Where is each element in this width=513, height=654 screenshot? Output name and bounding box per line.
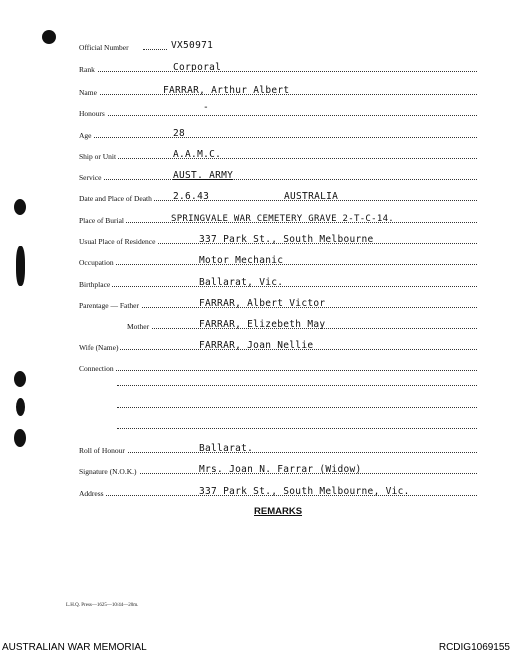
death-label: Date and Place of Death [79, 194, 152, 203]
roll-of-honour-label: Roll of Honour [79, 446, 125, 455]
ship-or-unit-line [79, 158, 477, 159]
roll-of-honour-line [79, 452, 477, 453]
binder-hole-4 [16, 398, 25, 416]
honours-row [79, 104, 477, 118]
official-number-line [143, 49, 167, 50]
archive-footer [0, 642, 513, 654]
name-value: FARRAR, Arthur Albert [163, 85, 290, 96]
burial-value: SPRINGVALE WAR CEMETERY GRAVE 2-T-C-14. [171, 214, 395, 224]
burial-label: Place of Burial [79, 216, 124, 225]
birthplace-label: Birthplace [79, 280, 111, 289]
printer-imprint: L.H.Q. Press—1625—10/44—20m. [66, 603, 139, 608]
ship-or-unit-row [79, 147, 477, 161]
wife-value: FARRAR, Joan Nellie [199, 340, 314, 351]
binder-hole-3 [14, 371, 26, 387]
connection-continuation-line-1 [117, 384, 477, 386]
rank-value: Corporal [173, 62, 222, 73]
connection-continuation-line-2 [117, 406, 477, 408]
footer-record-id: RCDIG1069155 [438, 642, 510, 653]
death-row [79, 189, 477, 203]
binder-hole-5 [14, 429, 26, 447]
mother-row [127, 317, 477, 331]
father-value: FARRAR, Albert Victor [199, 298, 326, 309]
ship-or-unit-value: A.A.M.C. [173, 149, 222, 160]
service-label: Service [79, 173, 102, 182]
address-value: 337 Park St., South Melbourne, Vic. [199, 486, 410, 497]
rank-row [79, 60, 477, 74]
age-label: Age [79, 131, 92, 140]
connection-label: Connection [79, 364, 114, 373]
occupation-value: Motor Mechanic [199, 255, 284, 266]
remarks-heading: REMARKS [254, 506, 303, 517]
age-value: 28 [173, 128, 186, 139]
death-place-value: AUSTRALIA [284, 191, 339, 202]
service-row [79, 168, 477, 182]
official-number-row [79, 38, 477, 52]
binder-hole-top [42, 30, 56, 44]
roll-of-honour-row [79, 441, 477, 455]
burial-row [79, 211, 477, 225]
father-label: Parentage — Father [79, 301, 139, 310]
connection-continuation-line-3 [117, 427, 477, 429]
residence-value: 337 Park St., South Melbourne [199, 234, 374, 245]
binder-hole-1 [14, 199, 26, 215]
wife-label: Wife (Name) [79, 343, 119, 352]
residence-label: Usual Place of Residence [79, 237, 156, 246]
official-number-value: VX50971 [171, 40, 214, 51]
father-row [79, 296, 477, 310]
wife-row [79, 338, 477, 352]
honours-value: - [203, 102, 210, 113]
connection-row [79, 359, 477, 373]
service-line [79, 179, 477, 180]
mother-value: FARRAR, Elizebeth May [199, 319, 326, 330]
service-value: AUST. ARMY [173, 170, 234, 181]
roll-of-honour-value: Ballarat. [199, 443, 254, 454]
rank-label: Rank [79, 65, 95, 74]
occupation-row [79, 253, 477, 267]
birthplace-row [79, 275, 477, 289]
birthplace-value: Ballarat, Vic. [199, 277, 284, 288]
age-line [79, 137, 477, 138]
signature-value: Mrs. Joan N. Farrar (Widow) [199, 464, 362, 475]
occupation-label: Occupation [79, 258, 114, 267]
age-row [79, 126, 477, 140]
honours-line [79, 115, 477, 116]
address-label: Address [79, 489, 104, 498]
footer-archive-name: AUSTRALIAN WAR MEMORIAL [2, 642, 147, 653]
signature-row [79, 462, 477, 476]
death-date-value: 2.6.43 [173, 191, 210, 202]
rank-line [79, 71, 477, 72]
official-number-label: Official Number [79, 43, 129, 52]
mother-label: Mother [127, 322, 150, 331]
connection-line [79, 370, 477, 371]
residence-row [79, 232, 477, 246]
binder-hole-2 [16, 246, 25, 286]
signature-label: Signature (N.O.K.) [79, 467, 137, 476]
address-row [79, 484, 477, 498]
honours-label: Honours [79, 109, 105, 118]
ship-or-unit-label: Ship or Unit [79, 152, 117, 161]
name-label: Name [79, 88, 97, 97]
name-row [79, 83, 477, 97]
